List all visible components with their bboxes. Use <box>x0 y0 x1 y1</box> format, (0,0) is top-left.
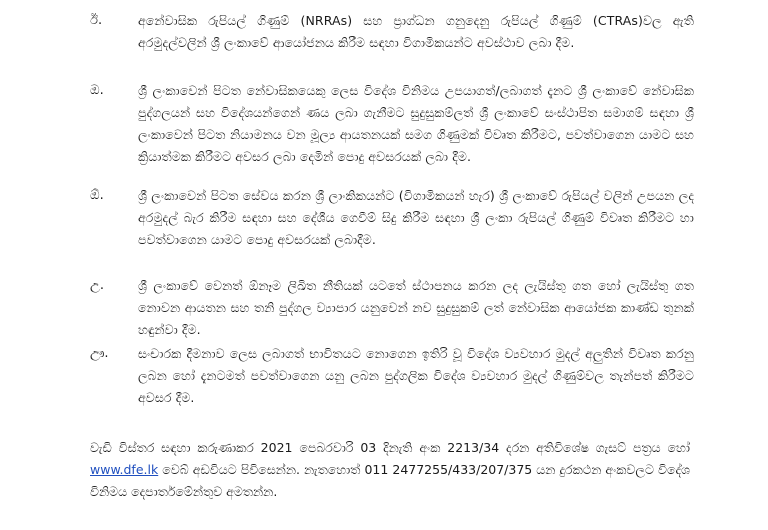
item-text: අනේවාසික රුපියල් ගිණුම් (NRRAs) සහ ප්‍රාග්ධන ගනුදෙනු රුපියල් ගිණුම් (CTRAs)වල ඇති අරමුදල්වලින් ශ්‍රී ලංකාවේ ආයෝජනය කිරීම සඳහා විගාමිකයන්ට අවස්ථාව ලබා දීම. <box>138 13 694 50</box>
item-text: ශ්‍රී ලංකාවෙන් පිටත නේවාසිකයෙකු ලෙස විදේශ විනිමය උපයාගත්/ලබාගත් දැනට ශ්‍රී ලංකාවේ නේවාසික පුද්ගලයන් සහ විදේශයන්ගෙන් ණය ලබා ගැනීමට සුදුසුකම්ලත් ශ්‍රී ලංකාවේ සංස්ථාපිත සමාගම් සඳහා ශ්‍රී ලංකාවෙන් පිටත නියාමනය වන මූල්‍ය ආයතනයක් සමග ගිණුමක් විවෘත කිරීමට, පවත්වාගෙන යාමට සහ ක්‍රියාත්මක කිරීමට අවසර ලබා දෙමින් පොදු අවසරයක් ලබා දීම. <box>138 83 694 164</box>
item-text: ශ්‍රී ලංකාවෙන් පිටත සේවය කරන ශ්‍රී ලාංකිකයන්ට (විගාමිකයන් හැර) ශ්‍රී ලංකාවේ රුපියල් වලින් උපයන ලද අරමුදල් බැර කිරීම සඳහා සහ දේශීය ගෙවීම් සිදු කිරීම සඳහා ශ්‍රී ලංකා රුපියල් ගිණුම් විවෘත කිරීමට හා පවත්වාගෙන යාමට පොදු අවසරයක් ලබාදීම. <box>138 188 694 247</box>
item-marker: ඊ. <box>90 13 103 28</box>
item-text: සංචාරක දීමනාව ලෙස ලබාගත් භාවිතයට නොගෙන ඉතිරි වූ විදේශ ව්‍යවහාර මුදල් අලුතින් විවෘත කරනු ලබන හෝ දැනටමත් පවත්වාගෙන යනු ලබන පුද්ගලික විදේශ ව්‍යවහාර මුදල් ගිණුම්වල තැන්පත් කිරීමට අවසර දීම. <box>138 346 694 405</box>
footer-paragraph <box>90 437 690 503</box>
item-marker: ඔ. <box>90 83 104 98</box>
footer-text-start: වැඩි විස්තර සඳහා කරුණාකර 2021 පෙබරවාරි 03 දිනැති අංක 2213/34 දරන අතිවිශේෂ ගැසට් පත්‍රය හෝ <box>90 440 690 455</box>
item-marker: ඌ. <box>90 346 109 361</box>
item-text: ශ්‍රී ලංකාවේ වෙනත් ඕනෑම ලිඛිත නීතියක් යටතේ ස්ථාපනය කරන ලද ලැයිස්තු ගත හෝ ලැයිස්තු ගත නොවන ආයතන සහ තනි පුද්ගල ව්‍යාපාර යනුවෙන් නව සුදුසුකම් ලත් නේවාසික ආයෝජක කාණ්ඩ තුනක් හඳුන්වා දීම. <box>138 278 694 337</box>
item-marker: ඕ. <box>90 188 104 203</box>
dfe-website-link[interactable]: www.dfe.lk <box>90 462 159 477</box>
footer-text-end: වෙබ් අඩවියට පිවිසෙන්න. නැතහොත් 011 2477255/433/207/375 යන දුරකථන අංකවලට විදේශ විනිමය දෙපාර්තමේන්තුව අමතන්න. <box>90 462 690 499</box>
item-marker: උ. <box>90 278 105 293</box>
